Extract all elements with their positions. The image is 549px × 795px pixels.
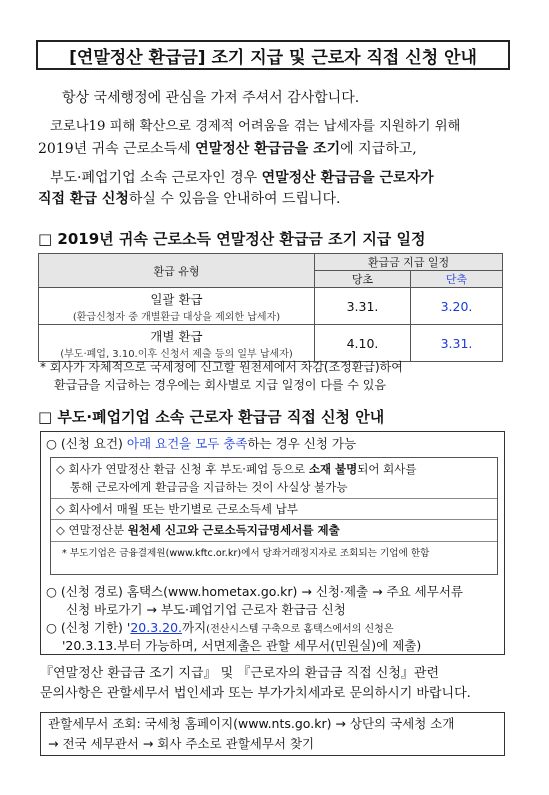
intro-line-4: 부도·폐업기업 소속 근로자인 경우 연말정산 환급금을 근로자가: [50, 170, 434, 186]
intro-line-3: 2019년 귀속 근로소득세 연말정산 환급금을 조기에 지급하고,: [38, 141, 417, 157]
col-schedule-header: 환급금 지급 일정: [315, 254, 503, 271]
condition-1: ◇ 회사가 연말정산 환급 신청 후 부도·폐업 등으로 소재 불명되어 회사를: [56, 462, 417, 476]
schedule-note-1: * 회사가 자체적으로 국세청에 신고할 원천세에서 차감(조정환급)하여: [40, 360, 403, 374]
col-original-header: 당초: [315, 271, 411, 288]
schedule-note-2: 환급금을 지급하는 경우에는 회사별로 지급 일정이 다를 수 있음: [54, 378, 386, 392]
condition-1b: 통해 근로자에게 환급금을 지급하는 것이 사실상 불가능: [70, 480, 348, 494]
route-line-1: ○ (신청 경로) 홈택스(www.hometax.go.kr) → 신청·제출 → 주요 세무서류: [46, 584, 463, 599]
condition-3: ◇ 연말정산분 원천세 신고와 근로소득지급명세서를 제출: [56, 523, 340, 537]
col-type-header: 환급 유형: [39, 254, 315, 288]
row-original: 4.10.: [315, 325, 411, 362]
lookup-line-2: → 전국 세무관서 → 회사 주소로 관할세무서 찾기: [48, 736, 315, 751]
row-original: 3.31.: [315, 288, 411, 325]
table-row: [39, 325, 503, 362]
intro-line-1: 항상 국세행정에 관심을 가져 주셔서 감사합니다.: [62, 90, 360, 106]
document-title: [연말정산 환급금] 조기 지급 및 근로자 직접 신청 안내: [36, 40, 510, 70]
row-type: 개별 환급: [150, 328, 203, 344]
row-type: 일괄 환급: [150, 291, 203, 307]
col-shortened-header: 단축: [411, 271, 503, 288]
contact-line-1: 『연말정산 환급금 조기 지급』 및 『근로자의 환급금 직접 신청』관련: [40, 666, 440, 681]
row-shortened: 3.31.: [411, 325, 503, 362]
row-shortened: 3.20.: [411, 288, 503, 325]
intro-line-5: 직접 환급 신청하실 수 있음을 안내하여 드립니다.: [38, 191, 341, 207]
table-row: [39, 288, 503, 325]
intro-line-2: 코로나19 피해 확산으로 경제적 어려움을 겪는 납세자를 지원하기 위해: [50, 119, 461, 134]
row-desc: (환급신청자 중 개별환급 대상을 제외한 납세자): [72, 311, 281, 323]
section2-heading: □ 부도·폐업기업 소속 근로자 환급금 직접 신청 안내: [38, 408, 385, 426]
condition-2: ◇ 회사에서 매월 또는 반기별로 근로소득세 납부: [56, 502, 298, 516]
contact-line-2: 문의사항은 관할세무서 법인세과 또는 부가가치세과로 문의하시기 바랍니다.: [40, 686, 471, 701]
deadline-line-2: '20.3.13.부터 가능하며, 서면제출은 관할 세무서(민원실)에 제출): [62, 638, 422, 653]
deadline-line-1: ○ (신청 기한) '20.3.20.까지(전산시스템 구축으로 홈택스에서의 신청은: [46, 620, 394, 635]
row-desc: (부도·폐업, 3.10.이후 신청서 제출 등의 일부 납세자): [60, 348, 293, 360]
section1-heading: □ 2019년 귀속 근로소득 연말정산 환급금 조기 지급 일정: [38, 230, 426, 248]
condition-footnote: * 부도기업은 금융결제원(www.kftc.or.kr)에서 당좌거래정지자로 조회되는 기업에 한함: [62, 548, 430, 559]
lookup-line-1: 관할세무서 조회: 국세청 홈페이지(www.nts.go.kr) → 상단의 국세청 소개: [48, 716, 455, 731]
route-line-2: 신청 바로가기 → 부도·폐업기업 근로자 환급금 신청: [66, 602, 346, 617]
schedule-table: [38, 253, 503, 362]
requirement-line: ○ (신청 요건) 아래 요건을 모두 충족하는 경우 신청 가능: [46, 436, 357, 451]
